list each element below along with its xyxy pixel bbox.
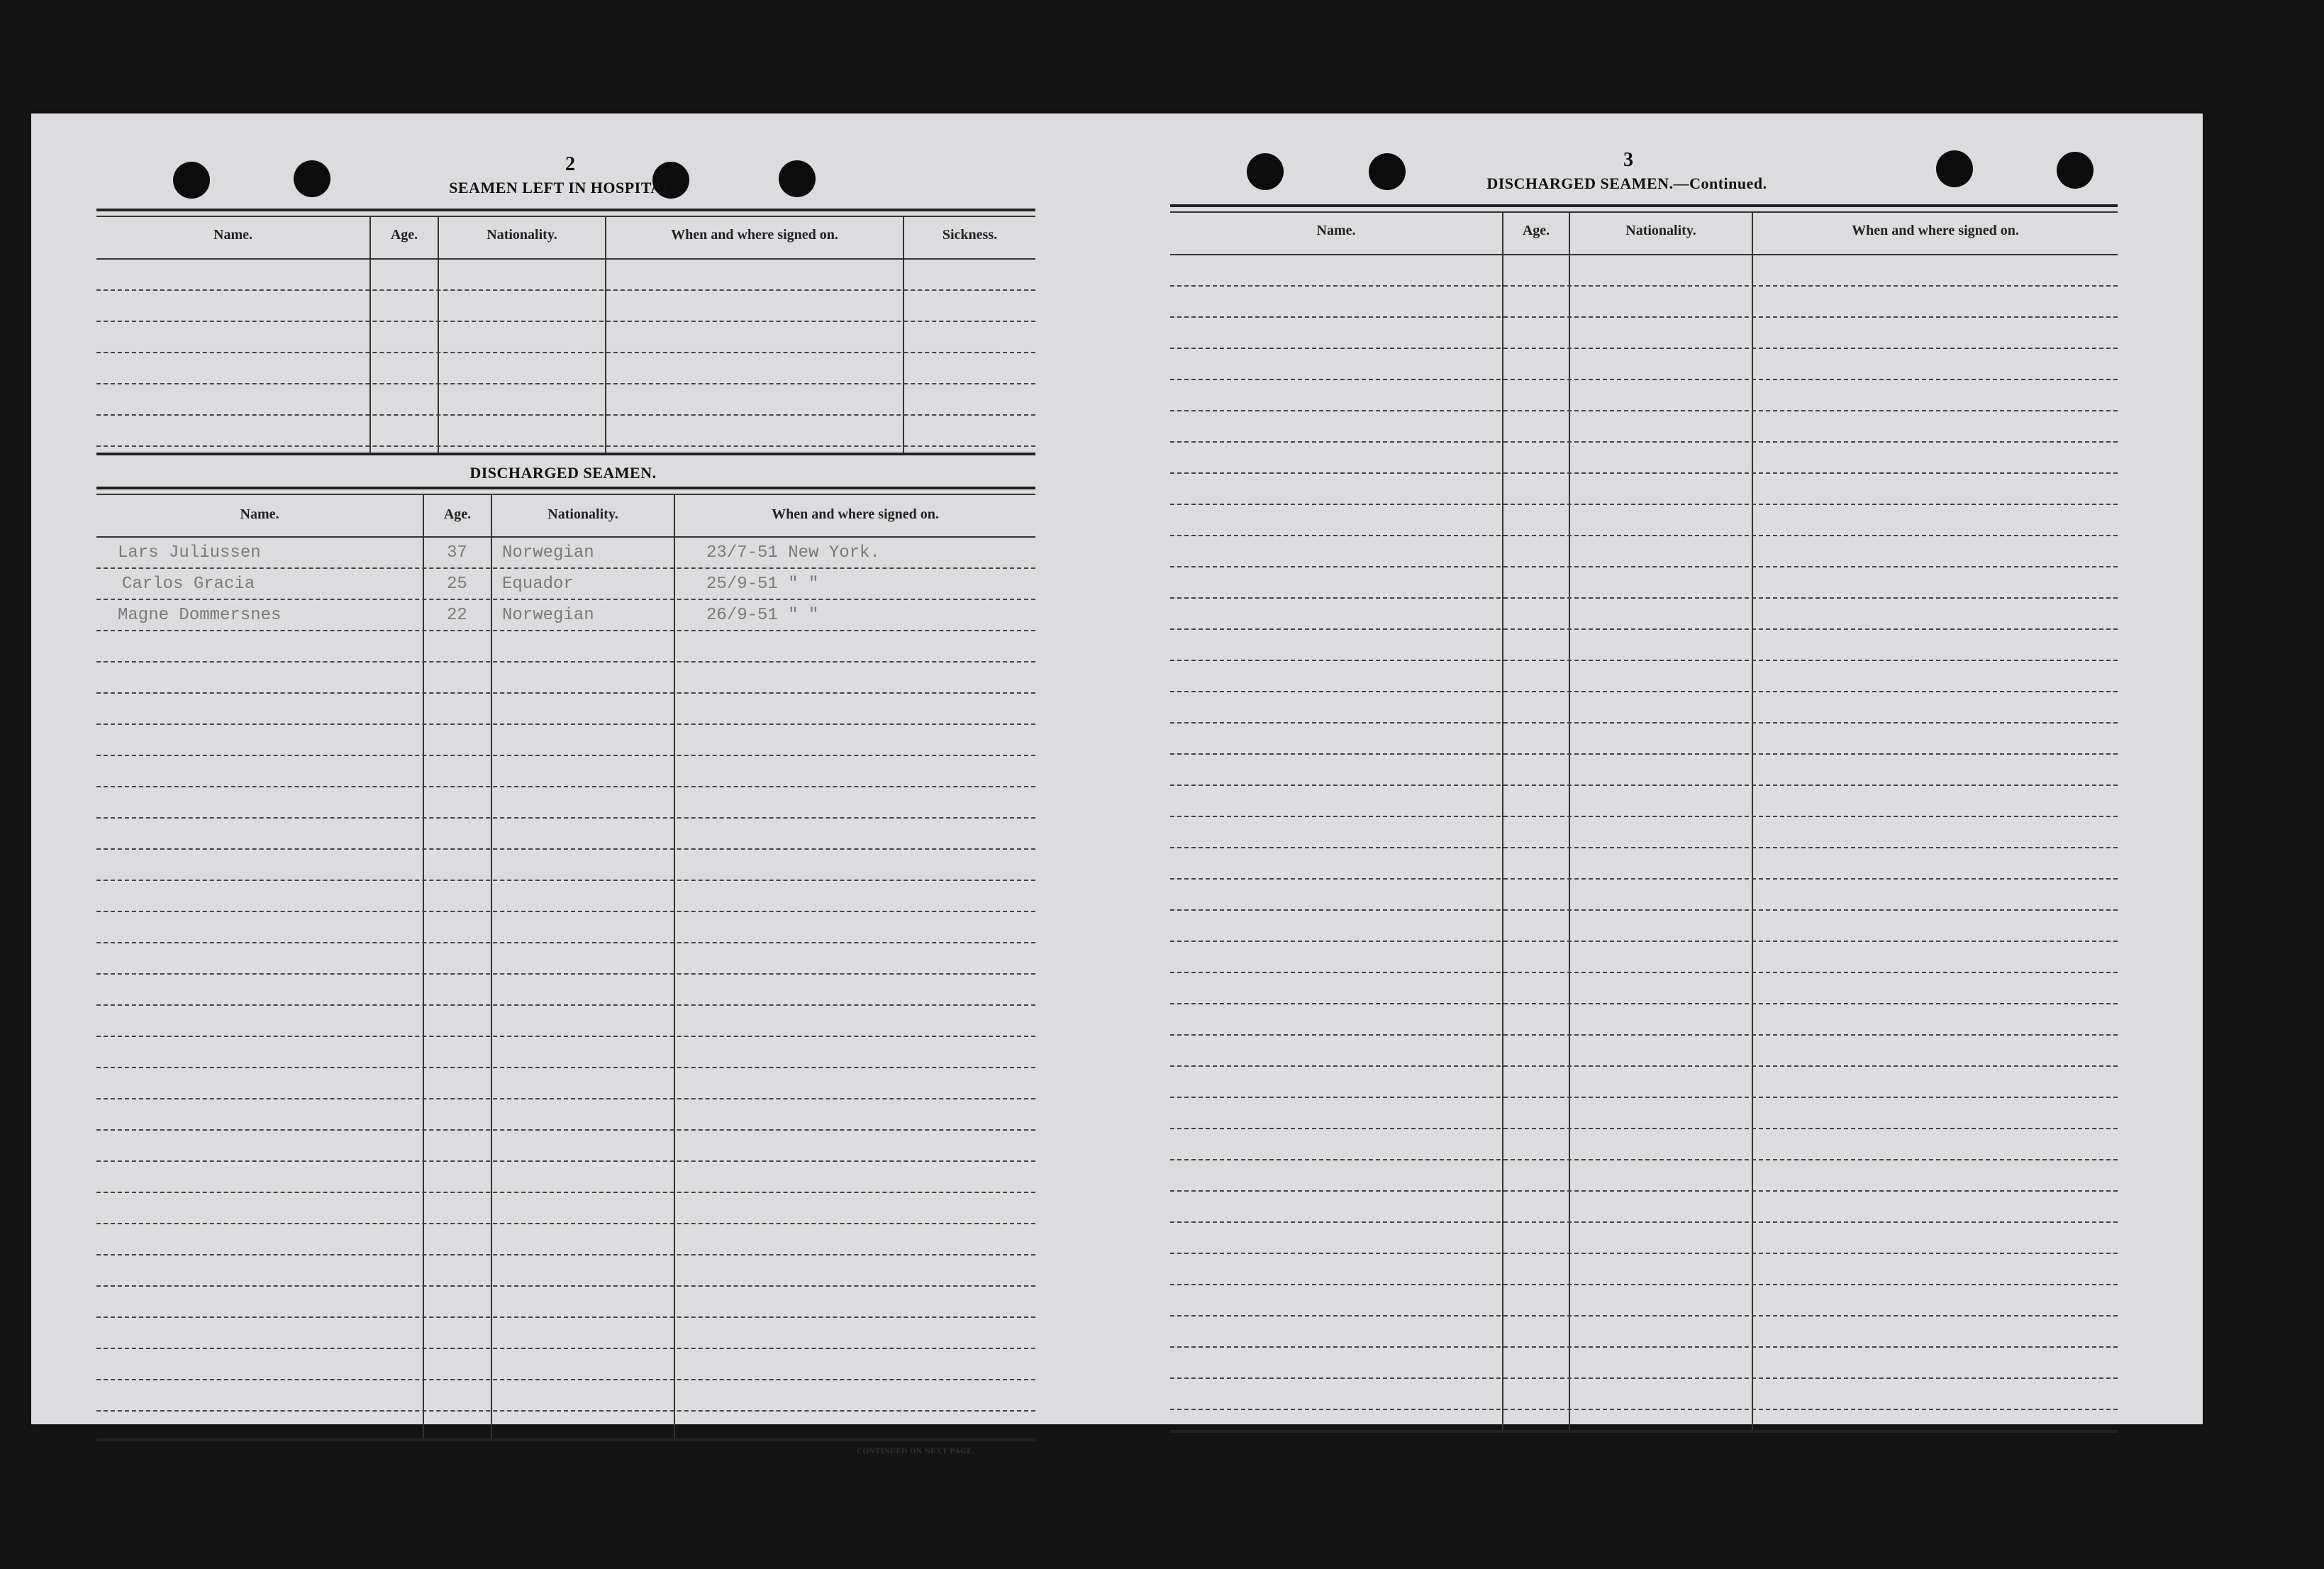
seaman-signed-on: 25/9-51 " " <box>706 575 819 594</box>
punch-hole <box>294 160 330 197</box>
seaman-age: 22 <box>447 606 467 625</box>
discharged-section-title: DISCHARGED SEAMEN. <box>469 464 657 482</box>
seaman-nationality: Norwegian <box>502 543 594 562</box>
page-number: 2 <box>565 153 575 175</box>
seaman-nationality: Equador <box>502 575 574 594</box>
col-header-name: Name. <box>1316 223 1356 238</box>
col-header-nationality: Nationality. <box>1625 223 1696 238</box>
col-header-signed-on: When and where signed on. <box>671 227 838 243</box>
col-header-nationality: Nationality. <box>487 227 557 243</box>
seaman-nationality: Norwegian <box>502 606 594 625</box>
punch-hole <box>779 160 816 197</box>
continued-note: CONTINUED ON NEXT PAGE. <box>857 1447 975 1456</box>
seaman-age: 37 <box>447 543 467 562</box>
col-header-name: Name. <box>240 506 279 522</box>
col-header-signed-on: When and where signed on. <box>1852 223 2019 238</box>
punch-hole <box>2057 152 2094 189</box>
page-number: 3 <box>1623 149 1633 171</box>
seaman-signed-on: 23/7-51 New York. <box>706 543 880 562</box>
punch-hole <box>1936 150 1973 187</box>
col-header-nationality: Nationality. <box>547 506 618 522</box>
col-header-name: Name. <box>213 227 252 243</box>
seaman-age: 25 <box>447 575 467 594</box>
discharged-continued-title: DISCHARGED SEAMEN.—Continued. <box>1486 174 1767 192</box>
seaman-name: Carlos Gracia <box>122 575 255 594</box>
col-header-signed-on: When and where signed on. <box>772 506 939 522</box>
col-header-sickness: Sickness. <box>942 227 998 243</box>
col-header-age: Age. <box>443 506 472 522</box>
col-header-age: Age. <box>390 227 418 243</box>
hospital-section-title: SEAMEN LEFT IN HOSPITAL. <box>449 179 677 196</box>
punch-hole <box>173 162 210 199</box>
punch-hole <box>1247 153 1284 190</box>
seaman-name: Lars Juliussen <box>118 543 261 562</box>
punch-hole <box>1369 153 1406 190</box>
ledger-sheet <box>31 113 2203 1456</box>
seaman-name: Magne Dommersnes <box>118 606 282 625</box>
seaman-signed-on: 26/9-51 " " <box>706 606 819 625</box>
col-header-age: Age. <box>1522 223 1550 238</box>
